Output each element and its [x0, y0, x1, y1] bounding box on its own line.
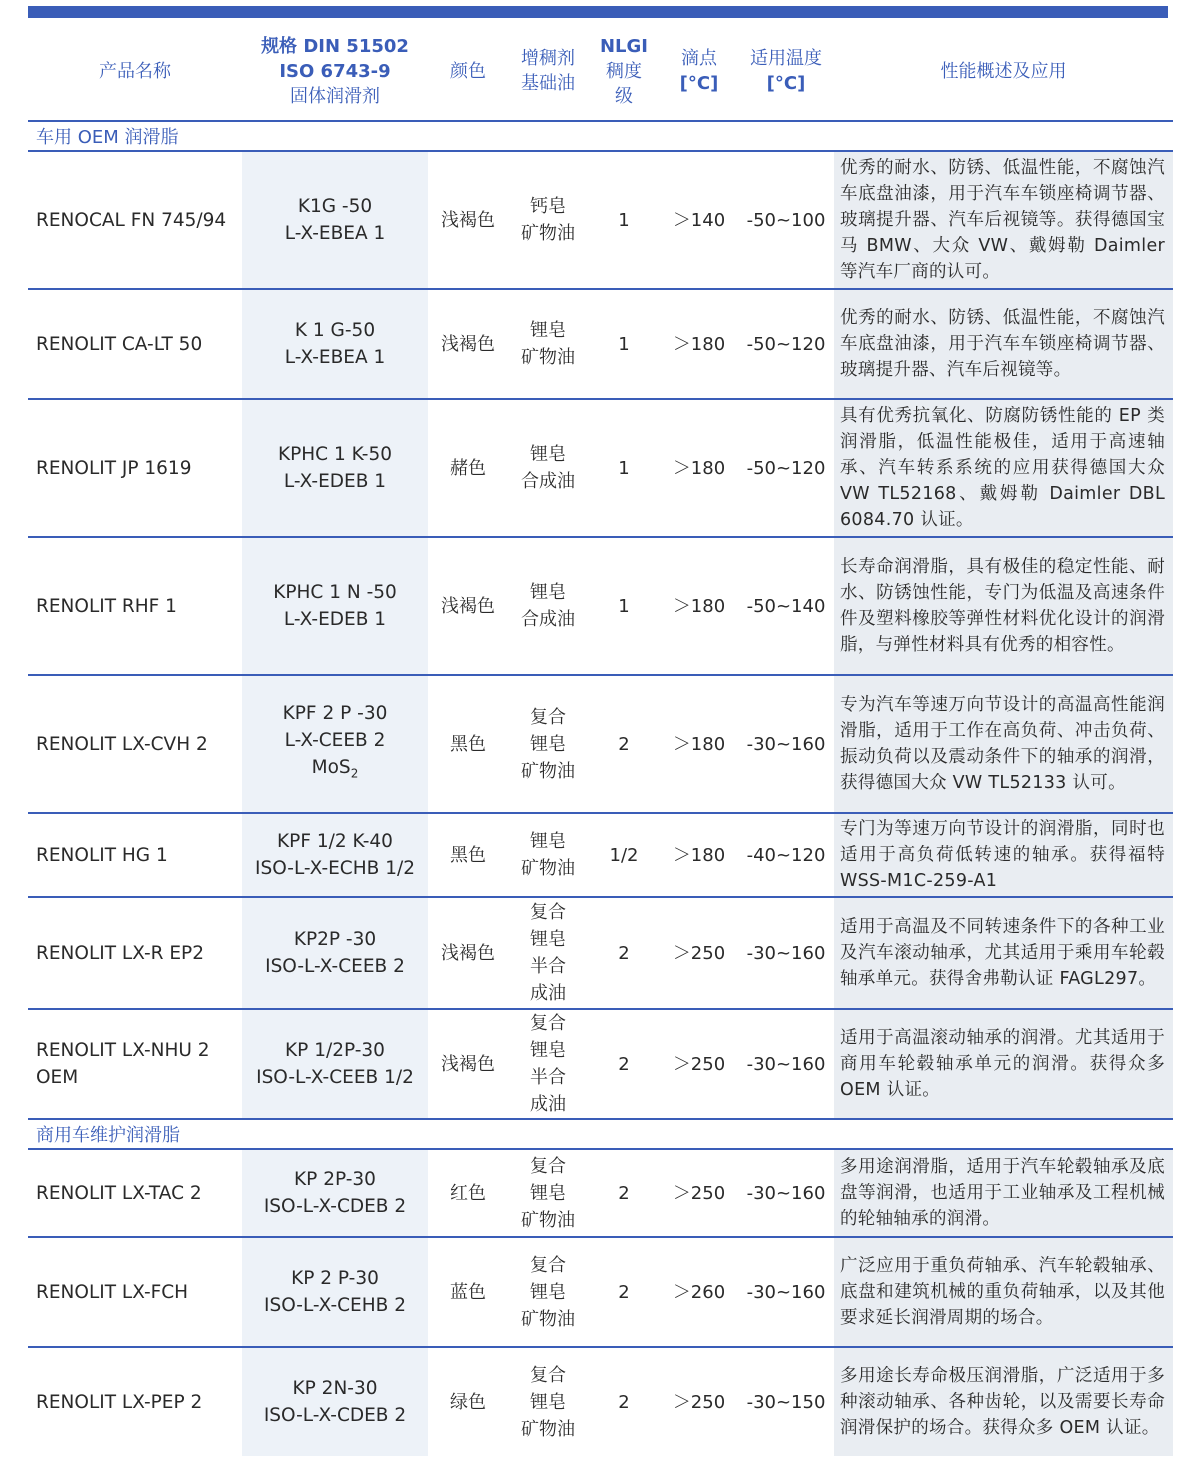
product-nlgi: 2 — [618, 1182, 630, 1204]
product-description-text: 适用于高温滚动轴承的润滑。尤其适用于商用车轮毂轴承单元的润滑。获得众多 OEM 认证。 — [840, 1028, 1165, 1100]
table-row — [28, 288, 1173, 398]
product-drop-point: ＞250 — [672, 1391, 726, 1413]
product-drop-point: ＞180 — [672, 733, 726, 755]
product-description-text: 优秀的耐水、防锈、低温性能，不腐蚀汽车底盘油漆，用于汽车车锁座椅调节器、玻璃提升器、汽车后视镜等。 — [840, 308, 1165, 380]
product-description — [834, 538, 1173, 674]
product-nlgi: 2 — [618, 1391, 630, 1413]
product-color: 绿色 — [450, 1391, 486, 1413]
product-nlgi: 1 — [618, 457, 630, 479]
product-thickener-line: 半合 — [530, 1067, 566, 1088]
product-nlgi: 1 — [618, 595, 630, 617]
product-spec-line: KP2P -30 — [293, 929, 377, 950]
product-drop-point: ＞180 — [672, 595, 726, 617]
product-color: 黑色 — [450, 733, 486, 755]
product-thickener-line: 复合 — [530, 1013, 566, 1034]
product-spec-line: ISO-L-X-CEEB 1/2 — [256, 1067, 414, 1088]
product-spec — [242, 898, 428, 1008]
product-name: RENOLIT CA-LT 50 — [36, 333, 203, 355]
top-accent-bar — [28, 6, 1168, 18]
product-nlgi: 1 — [618, 209, 630, 231]
product-drop-point: ＞250 — [672, 1053, 726, 1075]
product-temp-range: -30~160 — [746, 942, 826, 964]
product-thickener-line: 锂皂 — [530, 444, 566, 465]
product-temp-range: -50~140 — [746, 595, 826, 617]
product-thickener-line: 复合 — [530, 1155, 566, 1177]
product-thickener — [508, 538, 588, 674]
product-thickener-line: 钙皂 — [530, 196, 566, 217]
product-drop-point: ＞180 — [672, 457, 726, 479]
product-description — [834, 152, 1173, 288]
product-spec-line: L-X-EDEB 1 — [283, 471, 387, 492]
table-row — [28, 674, 1173, 812]
product-temp-range: -30~160 — [746, 1281, 826, 1303]
product-thickener — [508, 1348, 588, 1456]
product-description — [834, 290, 1173, 398]
product-spec — [242, 676, 428, 812]
product-spec — [242, 814, 428, 896]
product-spec-line: L-X-EBEA 1 — [284, 347, 386, 368]
product-spec-line: KP 2N-30 — [292, 1378, 378, 1399]
product-spec — [242, 1348, 428, 1456]
header-thickener — [508, 46, 588, 96]
product-spec-line: KPF 2 P -30 — [282, 703, 388, 725]
product-spec — [242, 1150, 428, 1236]
product-thickener-line: 复合 — [530, 1254, 566, 1276]
product-spec-line: KPHC 1 N -50 — [273, 582, 397, 603]
product-temp-range: -30~160 — [746, 1053, 826, 1075]
product-spec-line: K1G -50 — [297, 196, 373, 217]
product-nlgi: 2 — [618, 733, 630, 755]
product-description-text: 适用于高温及不同转速条件下的各种工业及汽车滚动轴承，尤其适用于乘用车轮毂轴承单元。获得舍弗勒认证 FAGL297。 — [840, 917, 1165, 989]
product-drop-point: ＞180 — [672, 333, 726, 355]
product-name: RENOLIT RHF 1 — [36, 595, 177, 617]
product-spec-line: K 1 G-50 — [294, 320, 376, 341]
product-thickener-line: 半合 — [530, 956, 566, 977]
product-color: 黑色 — [450, 844, 486, 866]
header-description: 性能概述及应用 — [940, 60, 1067, 82]
product-temp-range: -40~120 — [746, 844, 826, 866]
product-spec-line: KP 1/2P-30 — [285, 1040, 385, 1061]
product-spec — [242, 290, 428, 398]
product-thickener — [508, 1238, 588, 1346]
product-name: RENOLIT LX-TAC 2 — [36, 1182, 202, 1204]
product-spec-line: L-X-EBEA 1 — [284, 223, 386, 244]
product-thickener-line: 矿物油 — [521, 1209, 575, 1231]
product-thickener-line: 锂皂 — [530, 929, 566, 950]
product-color: 赭色 — [450, 457, 486, 479]
product-color: 浅褐色 — [441, 595, 495, 617]
product-spec-line: ISO-L-X-CEHB 2 — [264, 1295, 406, 1316]
product-spec — [242, 1238, 428, 1346]
table-body — [28, 120, 1173, 1456]
product-drop-point: ＞260 — [672, 1281, 726, 1303]
product-name: RENOLIT LX-CVH 2 — [36, 733, 208, 755]
product-description — [834, 1150, 1173, 1236]
product-drop-point: ＞180 — [672, 844, 726, 866]
product-thickener-line: 矿物油 — [521, 223, 575, 244]
product-spec-line: ISO-L-X-CDEB 2 — [263, 1196, 407, 1217]
product-nlgi: 2 — [618, 942, 630, 964]
table-row — [28, 896, 1173, 1008]
product-thickener — [508, 1150, 588, 1236]
header-drop-point — [660, 46, 738, 96]
product-name: RENOLIT JP 1619 — [36, 457, 192, 479]
product-drop-point: ＞250 — [672, 1182, 726, 1204]
product-description-text: 专门为等速万向节设计的润滑脂，同时也适用于高负荷低转速的轴承。获得福特 WSS-M1C-259-A1 — [840, 819, 1165, 891]
product-table — [28, 22, 1173, 1456]
product-description — [834, 1010, 1173, 1118]
product-thickener-line: 锂皂 — [530, 1281, 566, 1303]
product-temp-range: -30~160 — [746, 1182, 826, 1204]
product-thickener-line: 成油 — [530, 1094, 566, 1115]
product-spec-line: MoS$_2$ — [311, 757, 359, 781]
product-description-text: 多用途润滑脂，适用于汽车轮毂轴承及底盘等润滑，也适用于工业轴承及工程机械的轮轴轴承的润滑。 — [840, 1157, 1165, 1229]
product-thickener — [508, 400, 588, 536]
product-description-text: 长寿命润滑脂，具有极佳的稳定性能、耐水、防锈蚀性能，专门为低温及高速条件件及塑料橡胶等弹性材料优化设计的润滑脂，与弹性材料具有优秀的相容性。 — [840, 557, 1165, 655]
header-nlgi — [588, 34, 660, 109]
product-temp-range: -30~150 — [746, 1391, 826, 1413]
product-description — [834, 814, 1173, 896]
product-spec-line: KPF 1/2 K-40 — [277, 831, 393, 852]
product-color: 浅褐色 — [441, 942, 495, 964]
product-description — [834, 1238, 1173, 1346]
header-spec-line2: ISO 6743-9 — [279, 60, 391, 82]
header-nlgi-line1: NLGI — [599, 35, 648, 57]
product-thickener-line: 复合 — [530, 1364, 566, 1386]
product-temp-range: -50~120 — [746, 333, 826, 355]
product-name: RENOCAL FN 745/94 — [36, 209, 227, 231]
product-temp-range: -50~100 — [746, 209, 826, 231]
product-thickener — [508, 290, 588, 398]
product-color: 红色 — [450, 1182, 486, 1204]
product-temp-range: -30~160 — [746, 733, 826, 755]
product-thickener — [508, 676, 588, 812]
table-row — [28, 398, 1173, 536]
product-name: RENOLIT LX-NHU 2 OEM — [36, 1040, 210, 1088]
product-description-text: 广泛应用于重负荷轴承、汽车轮毂轴承、底盘和建筑机械的重负荷轴承，以及其他要求延长润滑周期的场合。 — [840, 1256, 1165, 1328]
product-thickener-line: 锂皂 — [530, 582, 566, 603]
product-spec-line: L-X-EDEB 1 — [283, 609, 387, 630]
product-spec-line: KP 2P-30 — [294, 1169, 376, 1190]
header-temp-line1: 适用温度 — [750, 48, 822, 69]
product-spec-line: ISO-L-X-ECHB 1/2 — [255, 858, 415, 879]
header-thickener-line1: 增稠剂 — [521, 48, 575, 69]
product-thickener-line: 锂皂 — [530, 831, 566, 852]
product-nlgi: 2 — [618, 1281, 630, 1303]
table-row — [28, 812, 1173, 896]
product-spec — [242, 1010, 428, 1118]
product-spec-line: KPHC 1 K-50 — [277, 444, 393, 465]
table-row — [28, 1148, 1173, 1236]
product-nlgi: 2 — [618, 1053, 630, 1075]
header-nlgi-line2: 稠度 — [606, 60, 642, 82]
product-temp-range: -50~120 — [746, 457, 826, 479]
product-thickener-line: 合成油 — [521, 609, 575, 630]
product-color: 蓝色 — [450, 1281, 486, 1303]
product-thickener-line: 矿物油 — [521, 347, 575, 368]
product-description — [834, 898, 1173, 1008]
product-thickener-line: 锂皂 — [530, 733, 566, 755]
table-row — [28, 1008, 1173, 1118]
product-color: 浅褐色 — [441, 333, 495, 355]
product-thickener-line: 成油 — [530, 983, 566, 1004]
product-description-text: 优秀的耐水、防锈、低温性能，不腐蚀汽车底盘油漆，用于汽车车锁座椅调节器、玻璃提升器、汽车后视镜等。获得德国宝马 BMW、大众 VW、戴姆勒 Daimler 等汽车厂商的认可。 — [840, 158, 1165, 282]
product-color: 浅褐色 — [441, 1053, 495, 1075]
product-drop-point: ＞250 — [672, 942, 726, 964]
header-spec-line1: 规格 DIN 51502 — [261, 35, 409, 57]
product-description — [834, 676, 1173, 812]
product-spec — [242, 538, 428, 674]
product-drop-point: ＞140 — [672, 209, 726, 231]
product-spec-line: KP 2 P-30 — [291, 1268, 379, 1289]
header-nlgi-line3: 级 — [615, 85, 633, 107]
product-nlgi: 1/2 — [609, 844, 639, 866]
header-thickener-line2: 基础油 — [521, 73, 575, 94]
section-title: 车用 OEM 润滑脂 — [28, 120, 1173, 150]
product-thickener — [508, 898, 588, 1008]
product-description-text: 多用途长寿命极压润滑脂，广泛适用于多种滚动轴承、各种齿轮，以及需要长寿命润滑保护的场合。获得众多 OEM 认证。 — [840, 1366, 1165, 1438]
header-spec — [242, 34, 428, 109]
product-name: RENOLIT LX-PEP 2 — [36, 1391, 203, 1413]
product-thickener — [508, 152, 588, 288]
header-temp — [738, 46, 834, 96]
product-spec-line: ISO-L-X-CDEB 2 — [263, 1405, 407, 1426]
header-temp-line2: [°C] — [766, 73, 806, 94]
product-description — [834, 400, 1173, 536]
product-thickener-line: 复合 — [530, 706, 566, 728]
product-thickener-line: 复合 — [530, 902, 566, 923]
product-name: RENOLIT LX-R EP2 — [36, 942, 204, 964]
product-description — [834, 1348, 1173, 1456]
product-thickener-line: 矿物油 — [521, 1308, 575, 1330]
table-row — [28, 150, 1173, 288]
product-thickener-line: 锂皂 — [530, 320, 566, 341]
header-drop-line2: [°C] — [679, 73, 719, 94]
product-thickener-line: 锂皂 — [530, 1182, 566, 1204]
product-description-text: 具有优秀抗氧化、防腐防锈性能的 EP 类润滑脂，低温性能极佳，适用于高速轴承、汽车转系系统的应用获得德国大众 VW TL52168、戴姆勒 Daimler DBL 6084.70 认证。 — [840, 406, 1165, 530]
product-thickener-line: 锂皂 — [530, 1391, 566, 1413]
product-name: RENOLIT LX-FCH — [36, 1281, 189, 1303]
product-spec-line: L-X-CEEB 2 — [284, 730, 386, 752]
product-thickener — [508, 814, 588, 896]
product-spec-line: ISO-L-X-CEEB 2 — [265, 956, 405, 977]
product-thickener-line: 合成油 — [521, 471, 575, 492]
product-thickener — [508, 1010, 588, 1118]
product-description-text: 专为汽车等速万向节设计的高温高性能润滑脂，适用于工作在高负荷、冲击负荷、振动负荷以及震动条件下的轴承的润滑，获得德国大众 VW TL52133 认可。 — [840, 695, 1165, 793]
table-row — [28, 1236, 1173, 1346]
table-row — [28, 1346, 1173, 1456]
product-spec — [242, 152, 428, 288]
header-drop-line1: 滴点 — [681, 48, 717, 69]
product-thickener-line: 锂皂 — [530, 1040, 566, 1061]
product-thickener-line: 矿物油 — [521, 858, 575, 879]
product-color: 浅褐色 — [441, 209, 495, 231]
header-name: 产品名称 — [99, 60, 171, 82]
product-name: RENOLIT HG 1 — [36, 844, 168, 866]
header-color: 颜色 — [450, 60, 486, 82]
product-thickener-line: 矿物油 — [521, 1418, 575, 1440]
product-thickener-line: 矿物油 — [521, 760, 575, 782]
product-nlgi: 1 — [618, 333, 630, 355]
header-spec-line3: 固体润滑剂 — [290, 85, 380, 107]
table-header — [28, 22, 1173, 120]
section-title: 商用车维护润滑脂 — [28, 1118, 1173, 1148]
product-spec — [242, 400, 428, 536]
table-row — [28, 536, 1173, 674]
